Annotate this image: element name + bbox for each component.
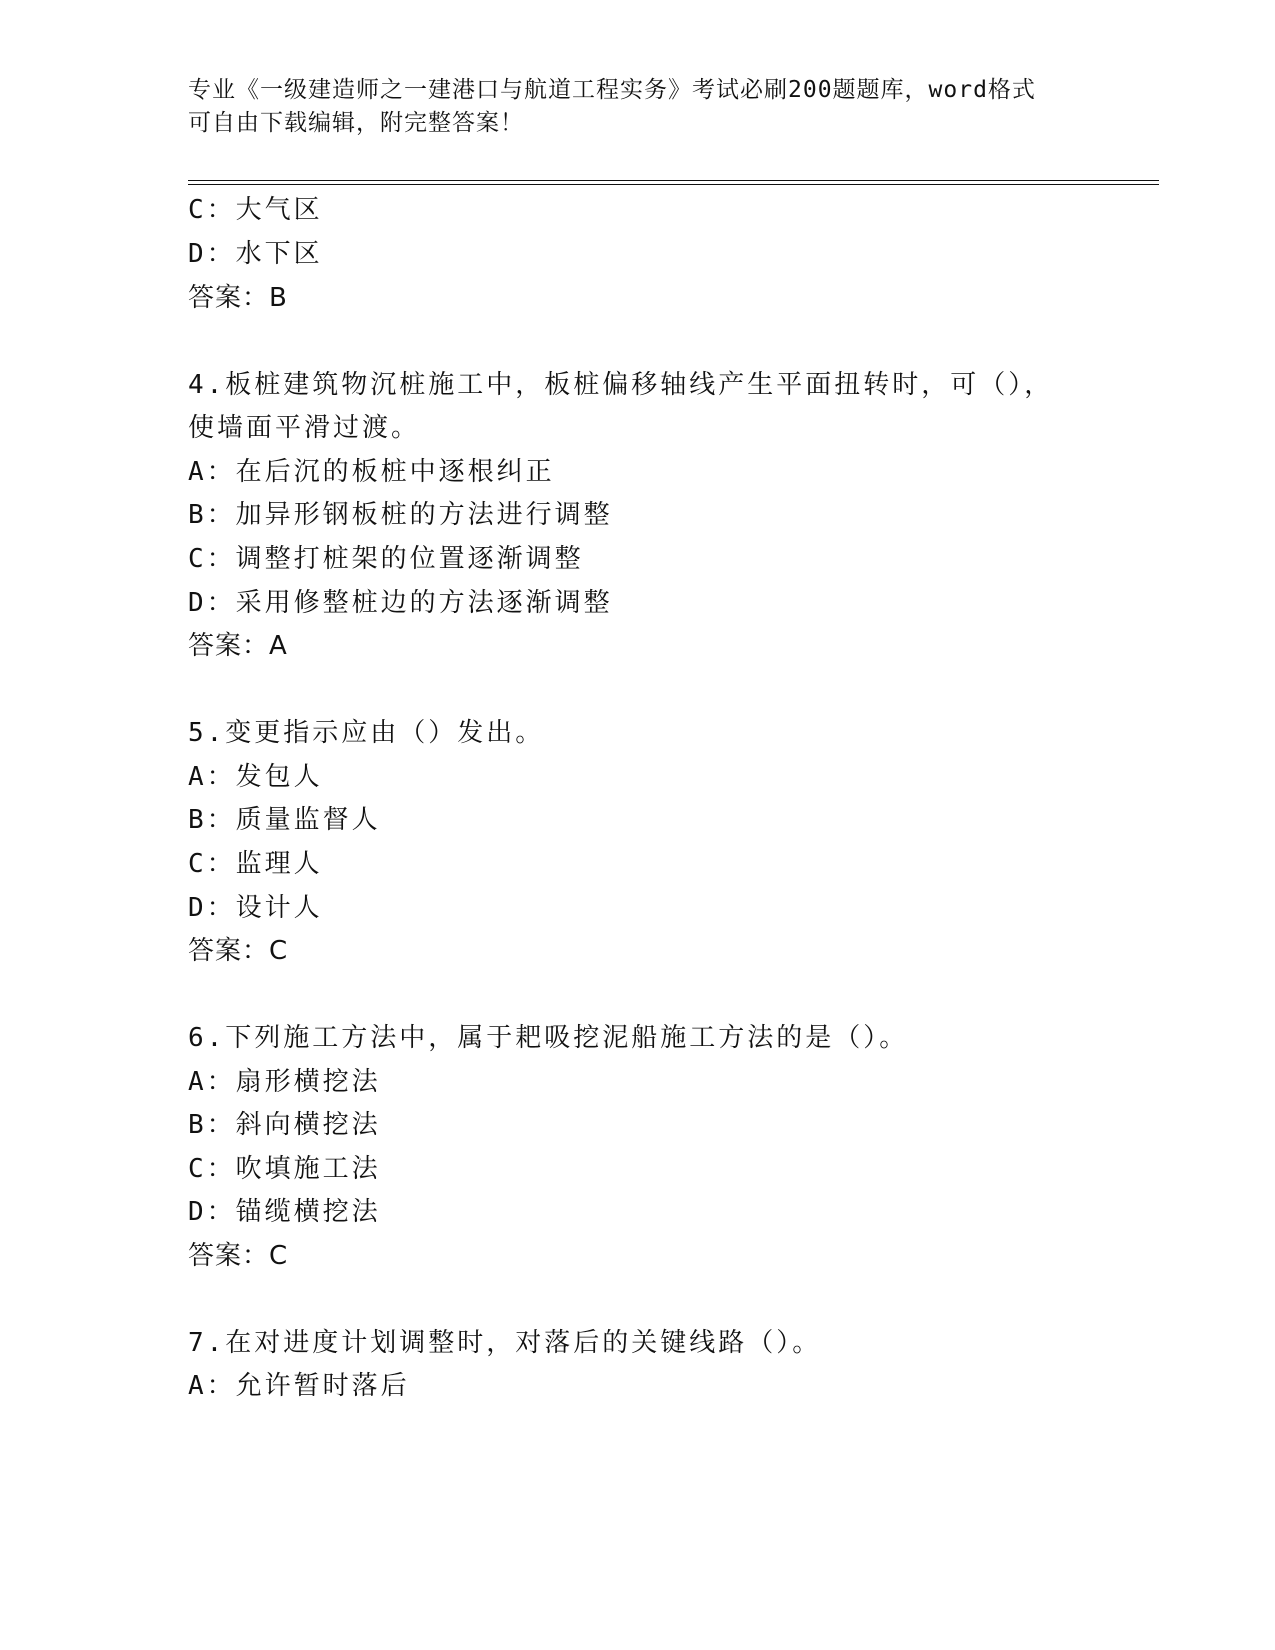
header-divider-top (188, 180, 1159, 181)
q5-option-a: A：发包人 (188, 762, 323, 792)
q3-option-d: D：水下区 (188, 239, 323, 269)
q4-stem-line-2: 使墙面平滑过渡。 (188, 413, 421, 443)
q6-answer: 答案：C (188, 1241, 289, 1271)
q4-option-a: A：在后沉的板桩中逐根纠正 (188, 457, 555, 487)
q5-option-b: B：质量监督人 (188, 805, 381, 835)
q4-stem-line-1: 4.板桩建筑物沉桩施工中，板桩偏移轴线产生平面扭转时，可（）， (188, 370, 1054, 400)
q4-answer: 答案：A (188, 631, 288, 661)
document-header (188, 74, 1068, 140)
q6-option-d: D：锚缆横挖法 (188, 1197, 381, 1227)
q7-option-a: A：允许暂时落后 (188, 1371, 410, 1401)
header-divider-bottom (188, 184, 1159, 185)
header-title-line-1: 专业《一级建造师之一建港口与航道工程实务》考试必刷200题题库，word格式 (188, 77, 1036, 103)
q5-option-c: C：监理人 (188, 849, 323, 879)
q4-option-d: D：采用修整桩边的方法逐渐调整 (188, 588, 613, 618)
q5-answer: 答案：C (188, 936, 289, 966)
q7-stem: 7.在对进度计划调整时，对落后的关键线路（）。 (188, 1328, 822, 1358)
q5-stem: 5.变更指示应由（）发出。 (188, 718, 545, 748)
q3-answer: 答案：B (188, 283, 288, 313)
q5-option-d: D：设计人 (188, 893, 323, 923)
header-title-line-2: 可自由下载编辑，附完整答案！ (188, 110, 524, 136)
q6-option-a: A：扇形横挖法 (188, 1067, 381, 1097)
q6-option-c: C：吹填施工法 (188, 1154, 381, 1184)
q4-option-c: C：调整打桩架的位置逐渐调整 (188, 544, 584, 574)
q6-stem: 6.下列施工方法中，属于耙吸挖泥船施工方法的是（）。 (188, 1023, 909, 1053)
q3-option-c: C：大气区 (188, 195, 323, 225)
q4-option-b: B：加异形钢板桩的方法进行调整 (188, 500, 613, 530)
q6-option-b: B：斜向横挖法 (188, 1110, 381, 1140)
